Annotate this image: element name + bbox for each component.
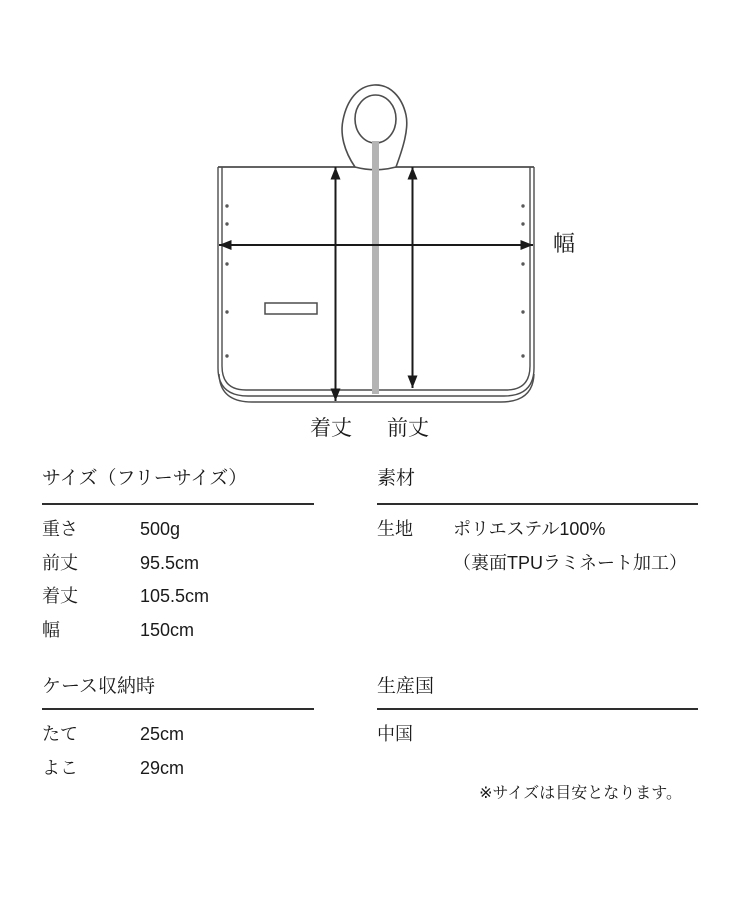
- spec-value: 95.5cm: [140, 552, 200, 573]
- front-length-arrow-label: 前丈: [387, 417, 429, 440]
- material-section: [377, 467, 698, 580]
- spec-row-width: [42, 614, 314, 648]
- spec-value: [453, 513, 698, 580]
- snap-dots-right: [521, 204, 524, 357]
- zipper-strip: [372, 141, 379, 394]
- spec-row-origin: [377, 718, 698, 752]
- spec-label: 着丈: [42, 586, 78, 606]
- spec-row-fabric: [377, 513, 698, 580]
- spec-value: 29cm: [140, 757, 185, 778]
- spec-row-back-length: [42, 580, 314, 614]
- spec-label: よこ: [42, 757, 78, 778]
- size-section: [42, 467, 314, 647]
- size-section-title: サイズ（フリーサイズ）: [42, 468, 248, 489]
- origin-section: [377, 675, 698, 752]
- fabric-note: （裏面TPUラミネート加工）: [453, 552, 687, 573]
- section-divider: [377, 708, 698, 710]
- spec-row-front-length: [42, 547, 314, 581]
- spec-label: たて: [42, 724, 78, 744]
- section-divider: [42, 708, 314, 710]
- width-arrow-label: 幅: [553, 231, 576, 256]
- section-divider: [42, 503, 314, 505]
- material-section-title: 素材: [377, 468, 416, 489]
- origin-section-title: 生産国: [377, 676, 435, 697]
- size-disclaimer-footnote: ※サイズは目安となります。: [479, 785, 682, 802]
- case-section-title: ケース収納時: [42, 676, 156, 697]
- spec-label: 幅: [42, 619, 60, 640]
- hood-opening: [355, 95, 396, 143]
- spec-value: 中国: [377, 724, 413, 744]
- spec-label: 重さ: [42, 519, 78, 539]
- spec-value: 25cm: [140, 724, 185, 744]
- case-section: [42, 675, 314, 785]
- snap-dots-left: [225, 204, 228, 357]
- spec-label: 前丈: [42, 552, 78, 573]
- spec-row-case-height: [42, 718, 314, 752]
- spec-value: 150cm: [140, 619, 195, 640]
- fabric-composition: ポリエステル100%: [453, 519, 606, 539]
- chest-pocket: [265, 303, 317, 314]
- spec-value: 105.5cm: [140, 586, 210, 606]
- spec-row-case-width: [42, 752, 314, 786]
- spec-row-weight: [42, 513, 314, 547]
- spec-value: 500g: [140, 519, 181, 539]
- back-length-arrow-label: 着丈: [310, 417, 352, 440]
- spec-label: 生地: [377, 519, 413, 539]
- section-divider: [377, 503, 698, 505]
